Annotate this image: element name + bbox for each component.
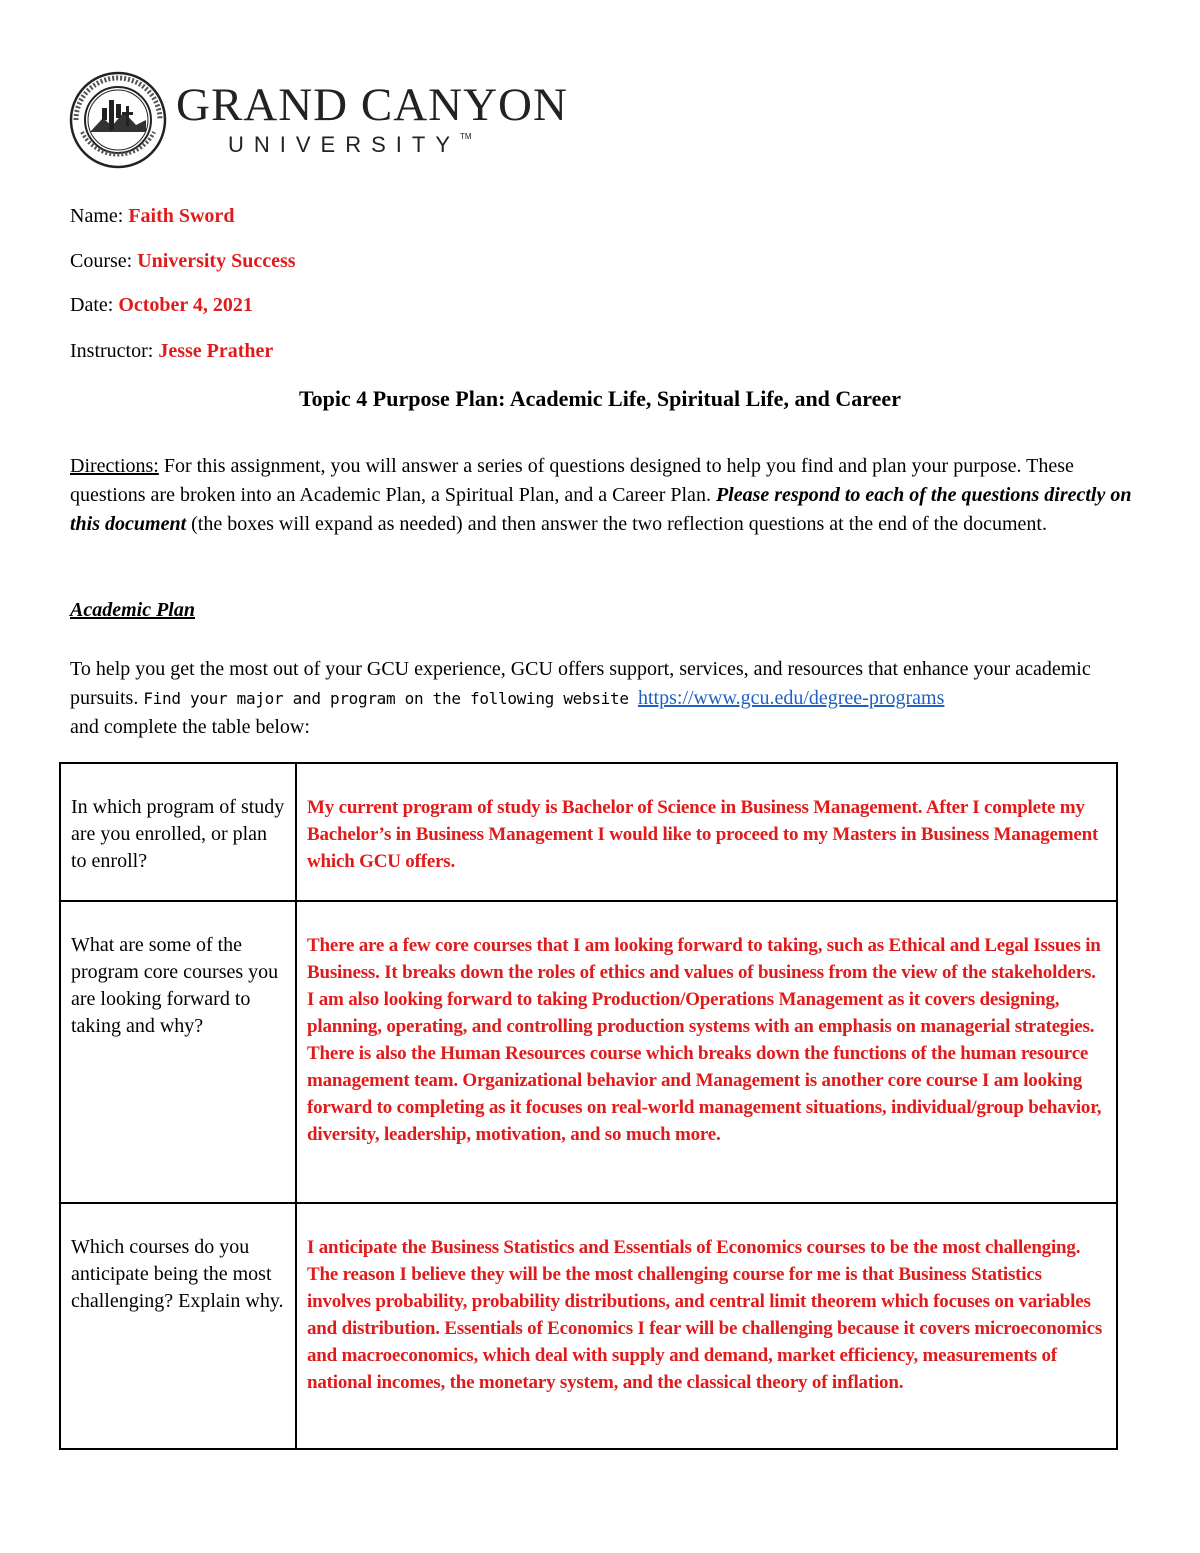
- directions-label: Directions:: [70, 455, 159, 477]
- logo-wordmark-grand-canyon: GRAND CANYON: [176, 79, 568, 131]
- date-label: Date:: [70, 294, 114, 316]
- answer-cell[interactable]: My current program of study is Bachelor of Science in Business Management. After I complete my Bachelor’s in Business Management I would like to proceed to my Masters in Business Management which GCU offers.: [296, 763, 1117, 901]
- instructor-value: Jesse Prather: [158, 340, 274, 362]
- date-field: [70, 294, 253, 317]
- name-label: Name:: [70, 205, 124, 227]
- degree-programs-link[interactable]: https://www.gcu.edu/degree-programs: [637, 687, 945, 709]
- academic-intro-text-3: and complete the table below:: [70, 716, 310, 738]
- directions-text-1: For this assignment, you will answer a series of questions designed to help you find and plan your purpose. These questions are broken into an Academic Plan, a Spiritual Plan, and a Career Plan.: [70, 455, 1074, 506]
- academic-plan-heading: Academic Plan: [70, 599, 195, 621]
- directions-paragraph: [70, 452, 1140, 539]
- instructor-field: [70, 340, 273, 363]
- academic-intro-text-2: Find your major and program on the following website: [143, 689, 638, 708]
- table-row: [60, 1203, 1117, 1449]
- name-value: Faith Sword: [128, 205, 235, 227]
- directions-emphasis: Please respond to each of the questions directly on this document: [70, 484, 1132, 535]
- university-logo: [68, 70, 568, 180]
- answer-cell[interactable]: I anticipate the Business Statistics and Essentials of Economics courses to be the most challenging. The reason I believe they will be the most challenging course for me is that Business Statistics involves probability, probability distributions, and central limit theorem which focuses on variables and distribution. Essentials of Economics I fear will be challenging because it covers microeconomics and macroeconomics, which deal with supply and demand, market efficiency, measurements of national incomes, the monetary system, and the classical theory of inflation.: [296, 1203, 1117, 1449]
- question-cell: In which program of study are you enrolled, or plan to enroll?: [60, 763, 296, 901]
- name-field: [70, 205, 234, 228]
- course-label: Course:: [70, 250, 133, 272]
- logo-wordmark-university: UNIVERSITY™: [228, 132, 472, 157]
- question-cell: Which courses do you anticipate being the most challenging? Explain why.: [60, 1203, 296, 1449]
- date-value: October 4, 2021: [118, 294, 253, 316]
- table-row: [60, 901, 1117, 1203]
- academic-plan-table: [59, 762, 1118, 1450]
- university-seal-icon: [68, 70, 168, 170]
- directions-text-2: (the boxes will expand as needed) and then answer the two reflection questions at the end of the document.: [186, 513, 1047, 535]
- logo-trademark: TM: [460, 132, 472, 141]
- answer-cell[interactable]: There are a few core courses that I am looking forward to taking, such as Ethical and Legal Issues in Business. It breaks down the roles of ethics and values of business from the view of the stakeholders. I am also looking forward to taking Production/Operations Management as it covers designing, planning, operating, and controlling production systems with an emphasis on managerial strategies. There is also the Human Resources course which breaks down the functions of the human resource management team. Organizational behavior and Management is another core course I am looking forward to completing as it focuses on real-world management situations, individual/group behavior, diversity, leadership, motivation, and so much more.: [296, 901, 1117, 1203]
- academic-intro-text-1: To help you get the most out of your GCU experience, GCU offers support, services, and resources that enhance your academic pursuits.: [70, 658, 1091, 709]
- course-field: [70, 250, 296, 273]
- academic-plan-intro: [70, 655, 1140, 742]
- table-row: [60, 763, 1117, 901]
- course-value: University Success: [137, 250, 296, 272]
- document-title: Topic 4 Purpose Plan: Academic Life, Spiritual Life, and Career: [299, 386, 901, 411]
- instructor-label: Instructor:: [70, 340, 154, 362]
- question-cell: What are some of the program core courses you are looking forward to taking and why?: [60, 901, 296, 1203]
